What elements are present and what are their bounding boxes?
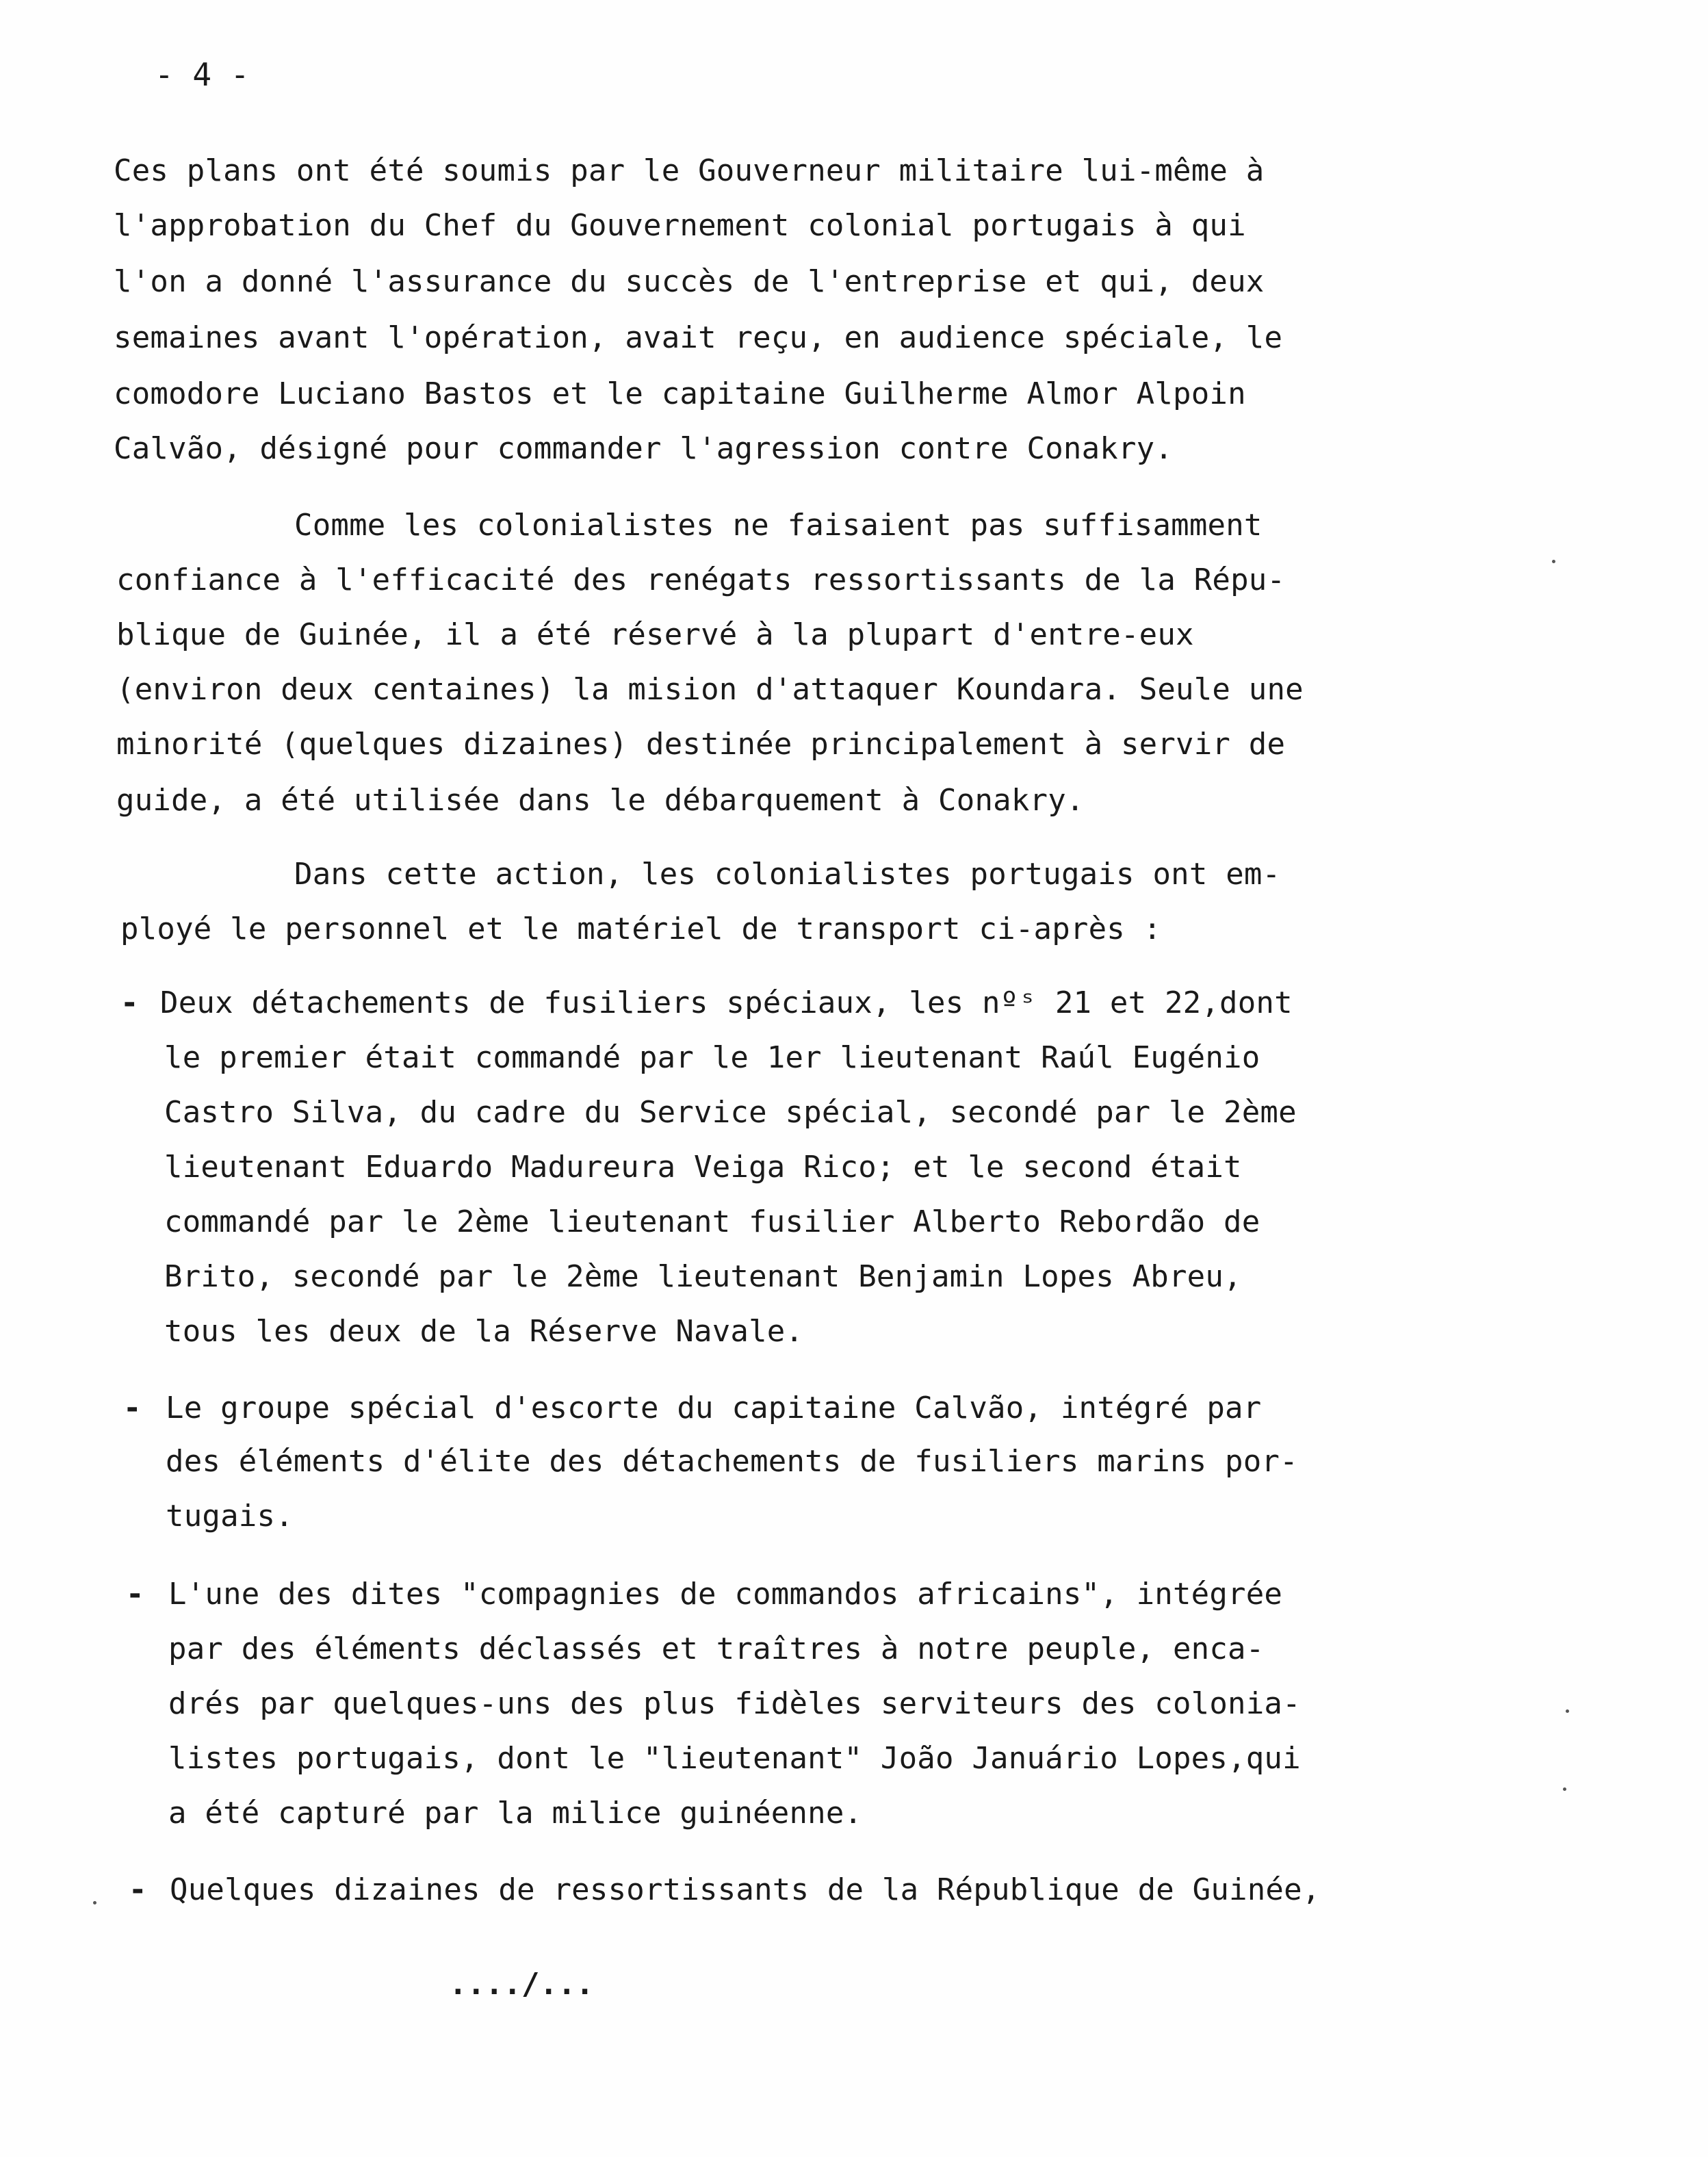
- text-line: tous les deux de la Réserve Navale.: [164, 1314, 804, 1349]
- dash-marker: -: [123, 1391, 142, 1425]
- text-line: Calvão, désigné pour commander l'agression contre Conakry.: [114, 431, 1174, 466]
- text-line: confiance à l'efficacité des renégats ressortissants de la Répu-: [116, 563, 1286, 597]
- text-line: Dans cette action, les colonialistes portugais ont em-: [294, 857, 1281, 892]
- text-line: blique de Guinée, il a été réservé à la plupart d'entre-eux: [116, 617, 1194, 652]
- text-line: le premier était commandé par le 1er lieutenant Raúl Eugénio: [164, 1040, 1260, 1075]
- text-line: l'approbation du Chef du Gouvernement colonial portugais à qui: [114, 208, 1246, 243]
- dash-marker: -: [120, 985, 139, 1020]
- text-line: Castro Silva, du cadre du Service spécial, secondé par le 2ème: [164, 1095, 1297, 1130]
- text-line: (environ deux centaines) la mision d'attaquer Koundara. Seule une: [116, 672, 1304, 707]
- text-line: minorité (quelques dizaines) destinée principalement à servir de: [116, 727, 1286, 762]
- text-line: ployé le personnel et le matériel de transport ci-après :: [120, 912, 1162, 946]
- text-line: Quelques dizaines de ressortissants de la République de Guinée,: [170, 1872, 1321, 1907]
- text-line: semaines avant l'opération, avait reçu, en audience spéciale, le: [114, 320, 1283, 355]
- text-line: Le groupe spécial d'escorte du capitaine Calvão, intégré par: [166, 1391, 1262, 1425]
- dash-marker: -: [129, 1872, 147, 1907]
- text-line: tugais.: [166, 1499, 294, 1534]
- scan-speck: [93, 1901, 96, 1904]
- text-line: L'une des dites "compagnies de commandos africains", intégrée: [168, 1577, 1283, 1612]
- continuation-mark: ..../...: [449, 1967, 594, 2002]
- text-line: comodore Luciano Bastos et le capitaine Guilherme Almor Alpoin: [114, 376, 1246, 411]
- scan-speck: [1563, 1787, 1566, 1791]
- text-line: lieutenant Eduardo Madureura Veiga Rico; et le second était: [164, 1150, 1242, 1185]
- text-line: l'on a donné l'assurance du succès de l'entreprise et qui, deux: [114, 264, 1265, 299]
- text-line: par des éléments déclassés et traîtres à notre peuple, enca-: [168, 1631, 1265, 1666]
- scan-speck: [1552, 560, 1555, 563]
- dash-marker: -: [126, 1577, 144, 1612]
- text-line: Deux détachements de fusiliers spéciaux, les nºˢ 21 et 22,dont: [160, 985, 1293, 1020]
- page-number: - 4 -: [155, 56, 250, 93]
- text-line: a été capturé par la milice guinéenne.: [168, 1796, 863, 1831]
- text-line: listes portugais, dont le "lieutenant" João Januário Lopes,qui: [168, 1741, 1301, 1776]
- text-line: drés par quelques-uns des plus fidèles serviteurs des colonia-: [168, 1686, 1301, 1721]
- text-line: Brito, secondé par le 2ème lieutenant Benjamin Lopes Abreu,: [164, 1259, 1242, 1294]
- text-line: Ces plans ont été soumis par le Gouverneur militaire lui-même à: [114, 153, 1265, 188]
- scan-speck: [1566, 1709, 1569, 1713]
- text-line: des éléments d'élite des détachements de fusiliers marins por-: [166, 1444, 1298, 1479]
- text-line: commandé par le 2ème lieutenant fusilier Alberto Rebordão de: [164, 1204, 1260, 1239]
- text-line: guide, a été utilisée dans le débarquement à Conakry.: [116, 783, 1085, 818]
- text-line: Comme les colonialistes ne faisaient pas suffisamment: [294, 508, 1263, 543]
